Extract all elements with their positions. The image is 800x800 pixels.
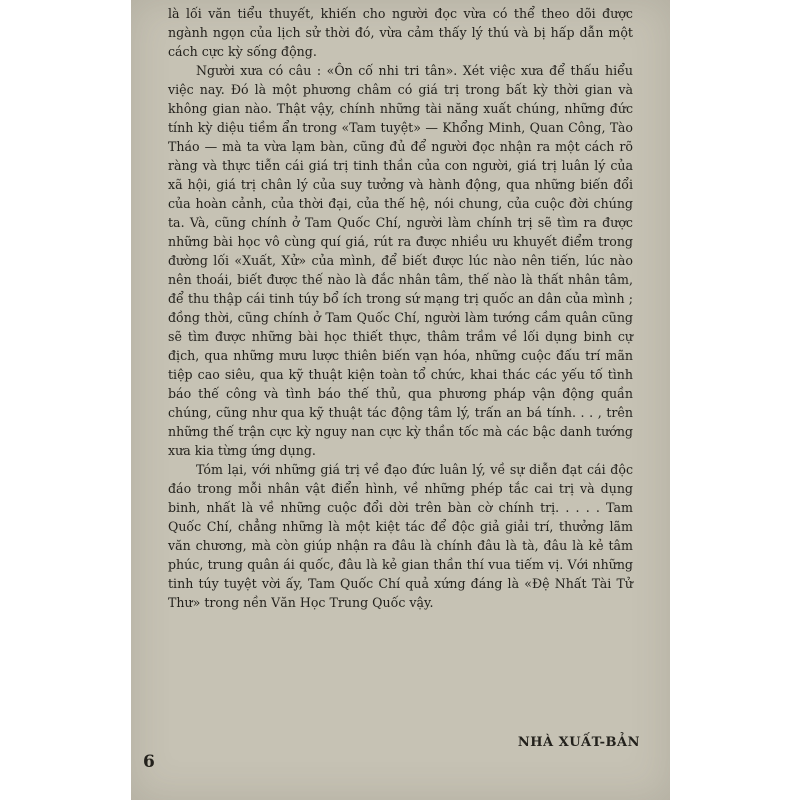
- paragraph-continuation: là lối văn tiểu thuyết, khiến cho người đọc vừa có thể theo dõi được ngành ngọn của lịch sử thời đó, vừa cảm thấy lý thú và bị hấp dẫn một cách cực kỳ sống động.: [168, 6, 633, 59]
- body-text: [168, 4, 633, 612]
- paragraph-conclusion: Tóm lại, với những giá trị về đạo đức luân lý, về sự diễn đạt cái độc đáo trong mỗi nhân vật điển hình, về những phép tắc cai trị và dụng binh, nhất là về những cuộc đổi dời trên bàn cờ chính trị. . . . . Tam Quốc Chí, chẳng những là một kiệt tác để độc giả giải trí, thưởng lãm văn chương, mà còn giúp nhận ra đâu là chính đâu là tà, đâu là kẻ tâm phúc, trung quân ái quốc, đâu là kẻ gian thần thí vua tiếm vị. Với những tinh túy tuyệt vời ấy, Tam Quốc Chí quả xứng đáng là «Đệ Nhất Tài Tử Thư» trong nền Văn Học Trung Quốc vậy.: [168, 462, 633, 610]
- paragraph-on-co-tri-tan: Người xưa có câu : «Ôn cố nhi tri tân». Xét việc xưa để thấu hiểu việc nay. Đó là một phương châm có giá trị trong bất kỳ thời gian và không gian nào. Thật vậy, chính những tài năng xuất chúng, những đức tính kỳ diệu tiềm ẩn trong «Tam tuyệt» — Khổng Minh, Quan Công, Tào Tháo — mà ta vừa lạm bàn, cũng đủ để người đọc nhận ra một cách rõ ràng và thực tiễn cái giá trị tinh thần của con người, giá trị luân lý của xã hội, giá trị chân lý của suy tưởng và hành động, qua những biến đổi của hoàn cảnh, của thời đại, của thế hệ, nói chung, của cuộc đời chúng ta. Và, cũng chính ở Tam Quốc Chí, người làm chính trị sẽ tìm ra được những bài học vô cùng quí giá, rút ra được nhiều ưu khuyết điểm trong đường lối «Xuất, Xử» của mình, để biết được lúc nào nên tiến, lúc nào nên thoái, biết được thế nào là đắc nhân tâm, thế nào là thất nhân tâm, để thu thập cái tinh túy bổ ích trong sứ mạng trị quốc an dân của mình ; đồng thời, cũng chính ở Tam Quốc Chí, người làm tướng cầm quân cũng sẽ tìm được những bài học thiết thực, thâm trầm về lối dụng binh cự địch, qua những mưu lược thiên biến vạn hóa, những cuộc đấu trí mãn tiệp cao siêu, qua kỹ thuật kiện toàn tổ chức, khai thác các yếu tố tình báo thế công và tình báo thế thủ, qua phương pháp vận động quần chúng, cũng như qua kỹ thuật tác động tâm lý, trấn an bá tính. . . , trên những thế trận cực kỳ nguy nan cực kỳ thần tốc mà các bậc danh tướng xưa kia từng ứng dụng.: [168, 63, 633, 458]
- publisher-signature: NHÀ XUẤT-BẢN: [517, 735, 640, 750]
- book-page: [131, 0, 670, 800]
- page-number: 6: [143, 752, 155, 772]
